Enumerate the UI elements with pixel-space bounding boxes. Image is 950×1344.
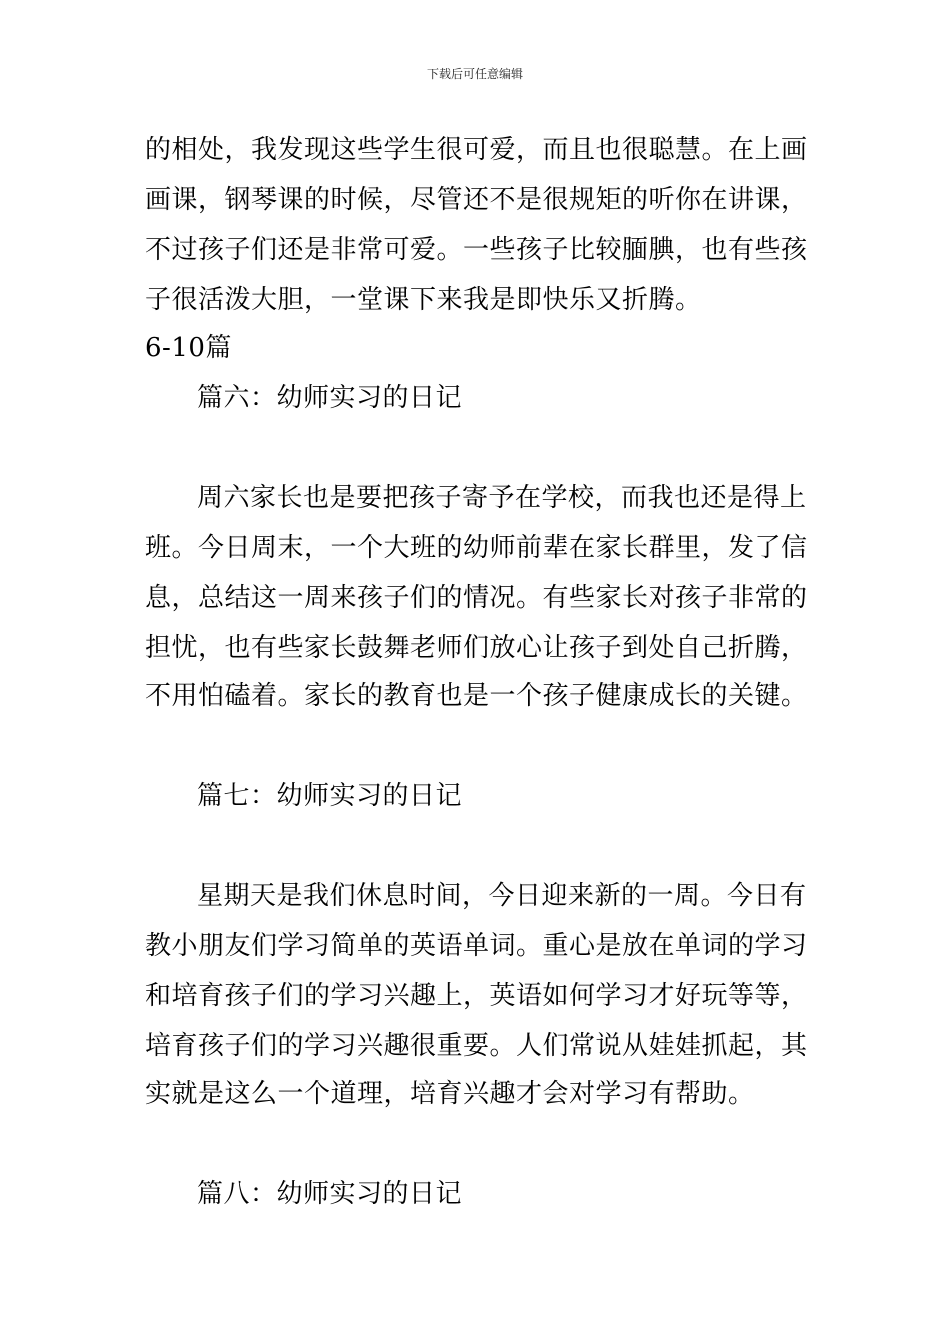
section-heading: 篇八：幼师实习的日记 [197,1179,463,1209]
paragraph-line: 担忧，也有些家长鼓舞老师们放心让孩子到处自己折腾， [145,633,808,663]
paragraph-line: 实就是这么一个道理，培育兴趣才会对学习有帮助。 [145,1079,755,1109]
paragraph-line: 不用怕磕着。家长的教育也是一个孩子健康成长的关键。 [145,681,808,711]
section-range-label: 6-10篇 [145,333,232,363]
paragraph-line: 培育孩子们的学习兴趣很重要。人们常说从娃娃抓起，其 [145,1031,808,1061]
paragraph-line: 星期天是我们休息时间，今日迎来新的一周。今日有 [197,881,807,911]
paragraph-line: 子很活泼大胆，一堂课下来我是即快乐又折腾。 [145,285,702,315]
section-heading: 篇七：幼师实习的日记 [197,781,463,811]
paragraph-line: 教小朋友们学习简单的英语单词。重心是放在单词的学习 [145,931,808,961]
paragraph-line: 画课，钢琴课的时候，尽管还不是很规矩的听你在讲课， [145,185,808,215]
paragraph-line: 周六家长也是要把孩子寄予在学校，而我也还是得上 [197,483,807,513]
paragraph-line: 的相处，我发现这些学生很可爱，而且也很聪慧。在上画 [145,135,808,165]
paragraph-line: 和培育孩子们的学习兴趣上，英语如何学习才好玩等等， [145,981,808,1011]
paragraph-line: 息，总结这一周来孩子们的情况。有些家长对孩子非常的 [145,583,808,613]
paragraph-line: 班。今日周末，一个大班的幼师前辈在家长群里，发了信 [145,533,808,563]
paragraph-line: 不过孩子们还是非常可爱。一些孩子比较腼腆，也有些孩 [145,235,808,265]
section-heading: 篇六：幼师实习的日记 [197,383,463,413]
page-header-note: 下载后可任意编辑 [426,67,523,81]
